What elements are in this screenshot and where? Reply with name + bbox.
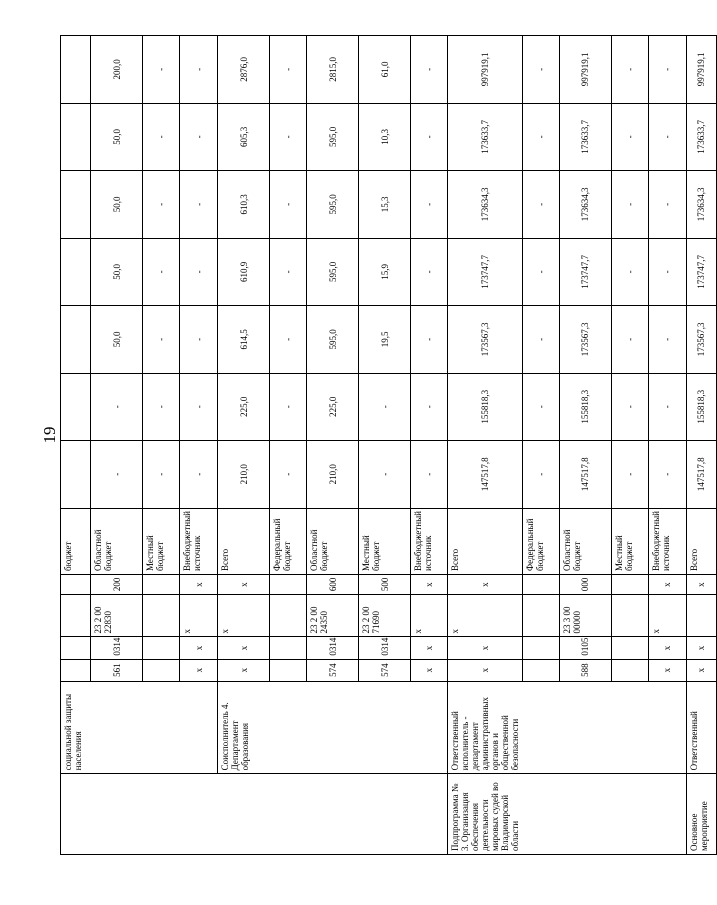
- program-name-cell: [91, 774, 143, 855]
- value-cell: -: [91, 373, 143, 440]
- value-cell: [61, 36, 91, 104]
- value-cell: -: [411, 171, 448, 238]
- value-cell: 173633,7: [559, 103, 611, 170]
- grbs-cell: 574: [359, 659, 411, 681]
- program-name-cell: [559, 774, 611, 855]
- value-cell: 50,0: [91, 171, 143, 238]
- vr-cell: [270, 575, 307, 595]
- rotated-table-container: [60, 35, 709, 855]
- table-row: [218, 36, 270, 855]
- value-cell: 210,0: [218, 441, 270, 508]
- value-cell: 173747,7: [686, 238, 716, 305]
- value-cell: -: [411, 306, 448, 373]
- value-cell: -: [270, 238, 307, 305]
- rz-cell: x: [411, 637, 448, 659]
- value-cell: 61,0: [359, 36, 411, 104]
- value-cell: 50,0: [91, 238, 143, 305]
- responsible-cell: [559, 681, 611, 774]
- value-cell: 173634,3: [559, 171, 611, 238]
- grbs-cell: [611, 659, 648, 681]
- responsible-cell: [270, 681, 307, 774]
- rz-cell: 0105: [559, 637, 611, 659]
- table-row: [559, 36, 611, 855]
- value-cell: [61, 103, 91, 170]
- grbs-cell: x: [180, 659, 218, 681]
- rz-cell: [143, 637, 180, 659]
- source-cell: Местный бюджет: [611, 508, 648, 574]
- value-cell: -: [611, 373, 648, 440]
- table-row: [307, 36, 359, 855]
- responsible-cell: Ответственный исполнитель - департамент административных органов и общественной безопасности: [448, 681, 523, 774]
- value-cell: -: [143, 306, 180, 373]
- program-name-cell: [359, 774, 411, 855]
- source-cell: Федеральный бюджет: [522, 508, 559, 574]
- source-cell: Федеральный бюджет: [270, 508, 307, 574]
- value-cell: -: [180, 36, 218, 104]
- grbs-cell: 574: [307, 659, 359, 681]
- grbs-cell: x: [648, 659, 686, 681]
- value-cell: 173567,3: [686, 306, 716, 373]
- page-number: 19: [40, 426, 59, 444]
- csr-cell: 23 2 00 22830: [91, 595, 143, 637]
- grbs-cell: [522, 659, 559, 681]
- rz-cell: x: [448, 637, 523, 659]
- value-cell: -: [359, 373, 411, 440]
- value-cell: -: [648, 441, 686, 508]
- value-cell: -: [359, 441, 411, 508]
- value-cell: 997919,1: [686, 36, 716, 104]
- vr-cell: x: [180, 575, 218, 595]
- value-cell: 997919,1: [559, 36, 611, 104]
- value-cell: 10,3: [359, 103, 411, 170]
- value-cell: -: [143, 373, 180, 440]
- responsible-cell: Соисполнитель 4. Департамент образования: [218, 681, 270, 774]
- csr-cell: [611, 595, 648, 637]
- value-cell: -: [611, 238, 648, 305]
- program-name-cell: [648, 774, 686, 855]
- source-cell: Всего: [218, 508, 270, 574]
- value-cell: [61, 306, 91, 373]
- value-cell: -: [270, 103, 307, 170]
- value-cell: -: [143, 103, 180, 170]
- csr-cell: [270, 595, 307, 637]
- grbs-cell: [143, 659, 180, 681]
- value-cell: -: [522, 373, 559, 440]
- value-cell: -: [270, 441, 307, 508]
- responsible-cell: [359, 681, 411, 774]
- value-cell: 173567,3: [448, 306, 523, 373]
- value-cell: -: [411, 441, 448, 508]
- source-cell: Всего: [686, 508, 716, 574]
- source-cell: Местный бюджет: [143, 508, 180, 574]
- value-cell: 173747,7: [448, 238, 523, 305]
- value-cell: 15,3: [359, 171, 411, 238]
- value-cell: 155818,3: [448, 373, 523, 440]
- responsible-cell: [307, 681, 359, 774]
- value-cell: 595,0: [307, 171, 359, 238]
- value-cell: -: [648, 373, 686, 440]
- value-cell: 210,0: [307, 441, 359, 508]
- rz-cell: [270, 637, 307, 659]
- value-cell: -: [180, 171, 218, 238]
- table-row: [611, 36, 648, 855]
- value-cell: -: [270, 306, 307, 373]
- value-cell: -: [648, 306, 686, 373]
- rz-cell: x: [686, 637, 716, 659]
- grbs-cell: [61, 659, 91, 681]
- grbs-cell: x: [218, 659, 270, 681]
- responsible-cell: [611, 681, 648, 774]
- value-cell: -: [522, 36, 559, 104]
- value-cell: -: [411, 103, 448, 170]
- rz-cell: [61, 637, 91, 659]
- vr-cell: 500: [359, 575, 411, 595]
- vr-cell: x: [218, 575, 270, 595]
- value-cell: 614,5: [218, 306, 270, 373]
- value-cell: -: [143, 238, 180, 305]
- csr-cell: 23 2 00 24350: [307, 595, 359, 637]
- program-name-cell: Основное мероприятие: [686, 774, 716, 855]
- value-cell: -: [411, 373, 448, 440]
- value-cell: [61, 373, 91, 440]
- table-row: [61, 36, 91, 855]
- value-cell: 595,0: [307, 103, 359, 170]
- vr-cell: [611, 575, 648, 595]
- vr-cell: x: [686, 575, 716, 595]
- rz-cell: x: [648, 637, 686, 659]
- rz-cell: x: [218, 637, 270, 659]
- value-cell: 147517,8: [686, 441, 716, 508]
- csr-cell: x: [648, 595, 686, 637]
- csr-cell: x: [218, 595, 270, 637]
- program-name-cell: [522, 774, 559, 855]
- grbs-cell: x: [411, 659, 448, 681]
- value-cell: 173567,3: [559, 306, 611, 373]
- csr-cell: [61, 595, 91, 637]
- value-cell: -: [522, 306, 559, 373]
- value-cell: 50,0: [91, 306, 143, 373]
- value-cell: -: [648, 238, 686, 305]
- table-row: [686, 36, 716, 855]
- value-cell: -: [522, 441, 559, 508]
- value-cell: -: [180, 441, 218, 508]
- csr-cell: 23 3 00 00000: [559, 595, 611, 637]
- program-name-cell: [143, 774, 180, 855]
- value-cell: -: [411, 36, 448, 104]
- value-cell: 173634,3: [686, 171, 716, 238]
- program-name-cell: [270, 774, 307, 855]
- value-cell: 605,3: [218, 103, 270, 170]
- value-cell: -: [611, 103, 648, 170]
- program-name-cell: [307, 774, 359, 855]
- responsible-cell: [648, 681, 686, 774]
- rz-cell: 0314: [307, 637, 359, 659]
- value-cell: -: [180, 238, 218, 305]
- program-name-cell: [611, 774, 648, 855]
- rz-cell: 0314: [359, 637, 411, 659]
- csr-cell: x: [180, 595, 218, 637]
- value-cell: -: [611, 306, 648, 373]
- value-cell: -: [270, 373, 307, 440]
- value-cell: -: [648, 36, 686, 104]
- value-cell: -: [611, 171, 648, 238]
- source-cell: Внебюджетный источник: [648, 508, 686, 574]
- budget-table: [60, 35, 717, 855]
- value-cell: 147517,8: [448, 441, 523, 508]
- table-row: [448, 36, 523, 855]
- grbs-cell: 588: [559, 659, 611, 681]
- value-cell: -: [143, 36, 180, 104]
- program-name-cell: [411, 774, 448, 855]
- csr-cell: x: [448, 595, 523, 637]
- value-cell: -: [180, 373, 218, 440]
- vr-cell: x: [448, 575, 523, 595]
- value-cell: [61, 441, 91, 508]
- value-cell: -: [522, 238, 559, 305]
- responsible-cell: [522, 681, 559, 774]
- responsible-cell: [91, 681, 143, 774]
- value-cell: 595,0: [307, 238, 359, 305]
- table-row: [143, 36, 180, 855]
- value-cell: 225,0: [307, 373, 359, 440]
- csr-cell: 23 2 00 71690: [359, 595, 411, 637]
- responsible-cell: социальной защиты населения: [61, 681, 91, 774]
- source-cell: Внебюджетный источник: [411, 508, 448, 574]
- rz-cell: 0314: [91, 637, 143, 659]
- value-cell: [61, 238, 91, 305]
- vr-cell: x: [411, 575, 448, 595]
- value-cell: -: [143, 171, 180, 238]
- responsible-cell: Ответственный: [686, 681, 716, 774]
- vr-cell: 200: [91, 575, 143, 595]
- vr-cell: [143, 575, 180, 595]
- value-cell: -: [270, 171, 307, 238]
- program-name-cell: Подпрограмма № 3. Организация обеспечения деятельности мировых судей во Владимирской области: [448, 774, 523, 855]
- rz-cell: [522, 637, 559, 659]
- source-cell: Местный бюджет: [359, 508, 411, 574]
- value-cell: 15,9: [359, 238, 411, 305]
- program-name-cell: [180, 774, 218, 855]
- value-cell: 147517,8: [559, 441, 611, 508]
- value-cell: 2876,0: [218, 36, 270, 104]
- grbs-cell: x: [448, 659, 523, 681]
- value-cell: 173634,3: [448, 171, 523, 238]
- source-cell: Областной бюджет: [559, 508, 611, 574]
- value-cell: -: [611, 36, 648, 104]
- table-row: [180, 36, 218, 855]
- responsible-cell: [180, 681, 218, 774]
- responsible-cell: [143, 681, 180, 774]
- source-cell: Внебюджетный источник: [180, 508, 218, 574]
- value-cell: 997919,1: [448, 36, 523, 104]
- value-cell: -: [180, 306, 218, 373]
- grbs-cell: 561: [91, 659, 143, 681]
- source-cell: Областной бюджет: [307, 508, 359, 574]
- value-cell: 595,0: [307, 306, 359, 373]
- vr-cell: [522, 575, 559, 595]
- responsible-cell: [411, 681, 448, 774]
- value-cell: 225,0: [218, 373, 270, 440]
- value-cell: [61, 171, 91, 238]
- table-row: [648, 36, 686, 855]
- value-cell: -: [648, 171, 686, 238]
- source-cell: Всего: [448, 508, 523, 574]
- csr-cell: x: [411, 595, 448, 637]
- table-body: [61, 36, 717, 855]
- value-cell: 173633,7: [686, 103, 716, 170]
- value-cell: 2815,0: [307, 36, 359, 104]
- rz-cell: x: [180, 637, 218, 659]
- source-cell: Областной бюджет: [91, 508, 143, 574]
- value-cell: -: [522, 171, 559, 238]
- value-cell: 155818,3: [559, 373, 611, 440]
- vr-cell: [61, 575, 91, 595]
- vr-cell: x: [648, 575, 686, 595]
- table-row: [359, 36, 411, 855]
- value-cell: -: [411, 238, 448, 305]
- source-cell: бюджет: [61, 508, 91, 574]
- value-cell: -: [648, 103, 686, 170]
- value-cell: 200,0: [91, 36, 143, 104]
- grbs-cell: x: [686, 659, 716, 681]
- value-cell: 173747,7: [559, 238, 611, 305]
- value-cell: -: [270, 36, 307, 104]
- table-row: [522, 36, 559, 855]
- value-cell: 610,9: [218, 238, 270, 305]
- value-cell: -: [180, 103, 218, 170]
- program-name-cell: [218, 774, 270, 855]
- table-row: [411, 36, 448, 855]
- vr-cell: 000: [559, 575, 611, 595]
- csr-cell: [686, 595, 716, 637]
- table-row: [91, 36, 143, 855]
- table-row: [270, 36, 307, 855]
- value-cell: -: [143, 441, 180, 508]
- program-name-cell: [61, 774, 91, 855]
- value-cell: -: [91, 441, 143, 508]
- value-cell: 173633,7: [448, 103, 523, 170]
- value-cell: 50,0: [91, 103, 143, 170]
- value-cell: 155818,3: [686, 373, 716, 440]
- value-cell: 19,5: [359, 306, 411, 373]
- grbs-cell: [270, 659, 307, 681]
- csr-cell: [522, 595, 559, 637]
- value-cell: -: [611, 441, 648, 508]
- value-cell: 610,3: [218, 171, 270, 238]
- csr-cell: [143, 595, 180, 637]
- rz-cell: [611, 637, 648, 659]
- value-cell: -: [522, 103, 559, 170]
- vr-cell: 600: [307, 575, 359, 595]
